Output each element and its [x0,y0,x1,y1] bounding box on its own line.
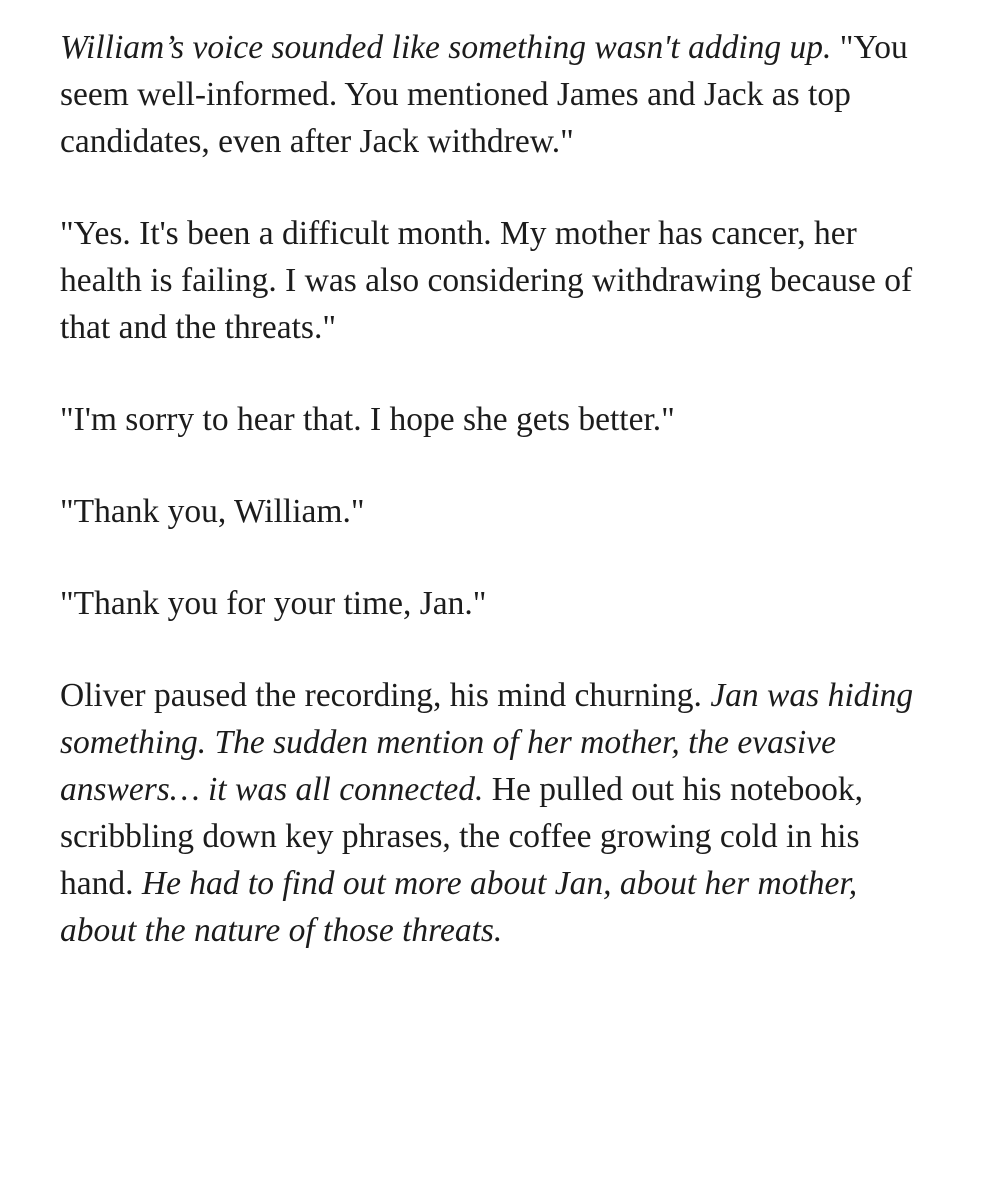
dialogue-text: "You seem well-informed. You mentioned James and Jack as top candidates, even after Jack withdrew." [60,29,908,160]
paragraph-thank-jan [60,580,940,627]
paragraph-thank-william [60,488,940,535]
italic-thought: He had to find out more about Jan, about her mother, about the nature of those threats. [60,865,858,949]
paragraph-sorry [60,396,940,443]
document-page [60,24,940,954]
dialogue-text: "Yes. It's been a difficult month. My mother has cancer, her health is failing. I was also considering withdrawing because of that and the threats." [60,215,913,346]
paragraph-william-voice [60,24,940,165]
paragraph-oliver-paused [60,672,940,954]
paragraph-jan-reply [60,210,940,351]
italic-thought: William’s voice sounded like something wasn't adding up. [60,29,832,66]
dialogue-text: "Thank you for your time, Jan." [60,585,487,622]
dialogue-text: "I'm sorry to hear that. I hope she gets better." [60,401,675,438]
narration-text: He pulled out his notebook, scribbling down key phrases, the coffee growing cold in his hand. [60,771,864,902]
dialogue-text: "Thank you, William." [60,493,365,530]
italic-thought: Jan was hiding something. The sudden mention of her mother, the evasive answers… it was all connected. [60,677,914,808]
narration-text: Oliver paused the recording, his mind churning. [60,677,711,714]
